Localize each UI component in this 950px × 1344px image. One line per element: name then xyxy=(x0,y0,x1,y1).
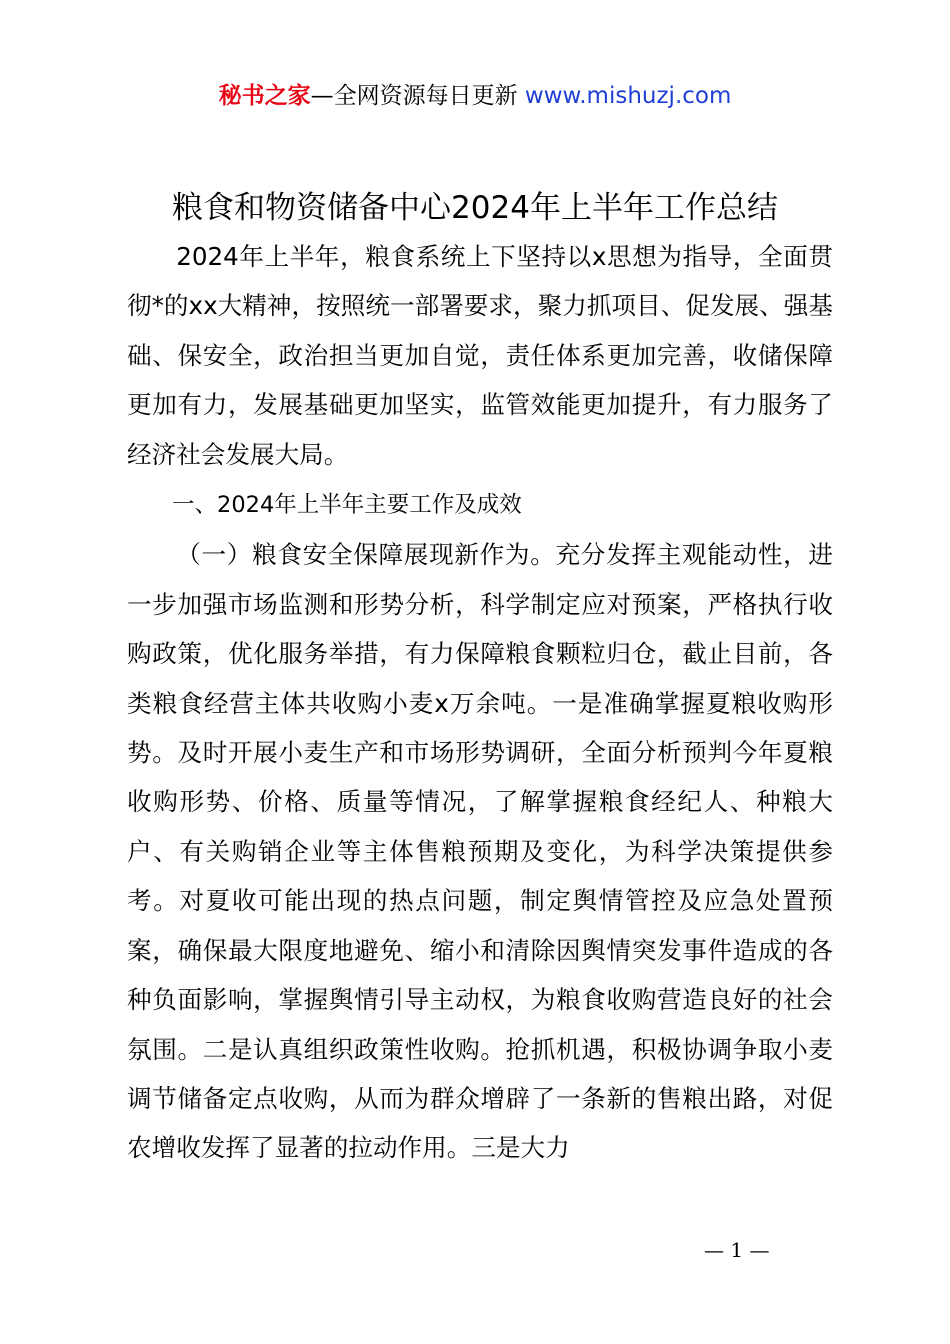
site-tagline: —全网资源每日更新 xyxy=(310,83,518,109)
section-heading: 一、2024年上半年主要工作及成效 xyxy=(172,492,522,519)
document-body xyxy=(127,232,833,1173)
site-url-link[interactable]: www.mishuzj.com xyxy=(524,83,732,109)
page-number: — 1 — xyxy=(704,1238,770,1262)
site-banner xyxy=(0,80,950,112)
section-paragraph: （一）粮食安全保障展现新作为。充分发挥主观能动性，进一步加强市场监测和形势分析，科学制定应对预案，严格执行收购政策，优化服务举措，有力保障粮食颗粒归仓，截止目前，各类粮食经营主体共收购小麦x万余吨。一是准确掌握夏粮收购形势。及时开展小麦生产和市场形势调研，全面分析预判今年夏粮收购形势、价格、质量等情况，了解掌握粮食经纪人、种粮大户、有关购销企业等主体售粮预期及变化，为科学决策提供参考。对夏收可能出现的热点问题，制定舆情管控及应急处置预案，确保最大限度地避免、缩小和清除因舆情突发事件造成的各种负面影响，掌握舆情引导主动权，为粮食收购营造良好的社会氛围。二是认真组织政策性收购。抢抓机遇，积极协调争取小麦调节储备定点收购，从而为群众增辟了一条新的售粮出路，对促农增收发挥了显著的拉动作用。三是大力 xyxy=(127,540,833,1163)
intro-paragraph: 2024年上半年，粮食系统上下坚持以x思想为指导，全面贯彻*的xx大精神，按照统一部署要求，聚力抓项目、促发展、强基础、保安全，政治担当更加自觉，责任体系更加完善，收储保障更加有力，发展基础更加坚实，监管效能更加提升，有力服务了经济社会发展大局。 xyxy=(127,242,833,469)
document-title: 粮食和物资储备中心2024年上半年工作总结 xyxy=(172,190,778,226)
site-brand: 秘书之家 xyxy=(218,83,311,109)
